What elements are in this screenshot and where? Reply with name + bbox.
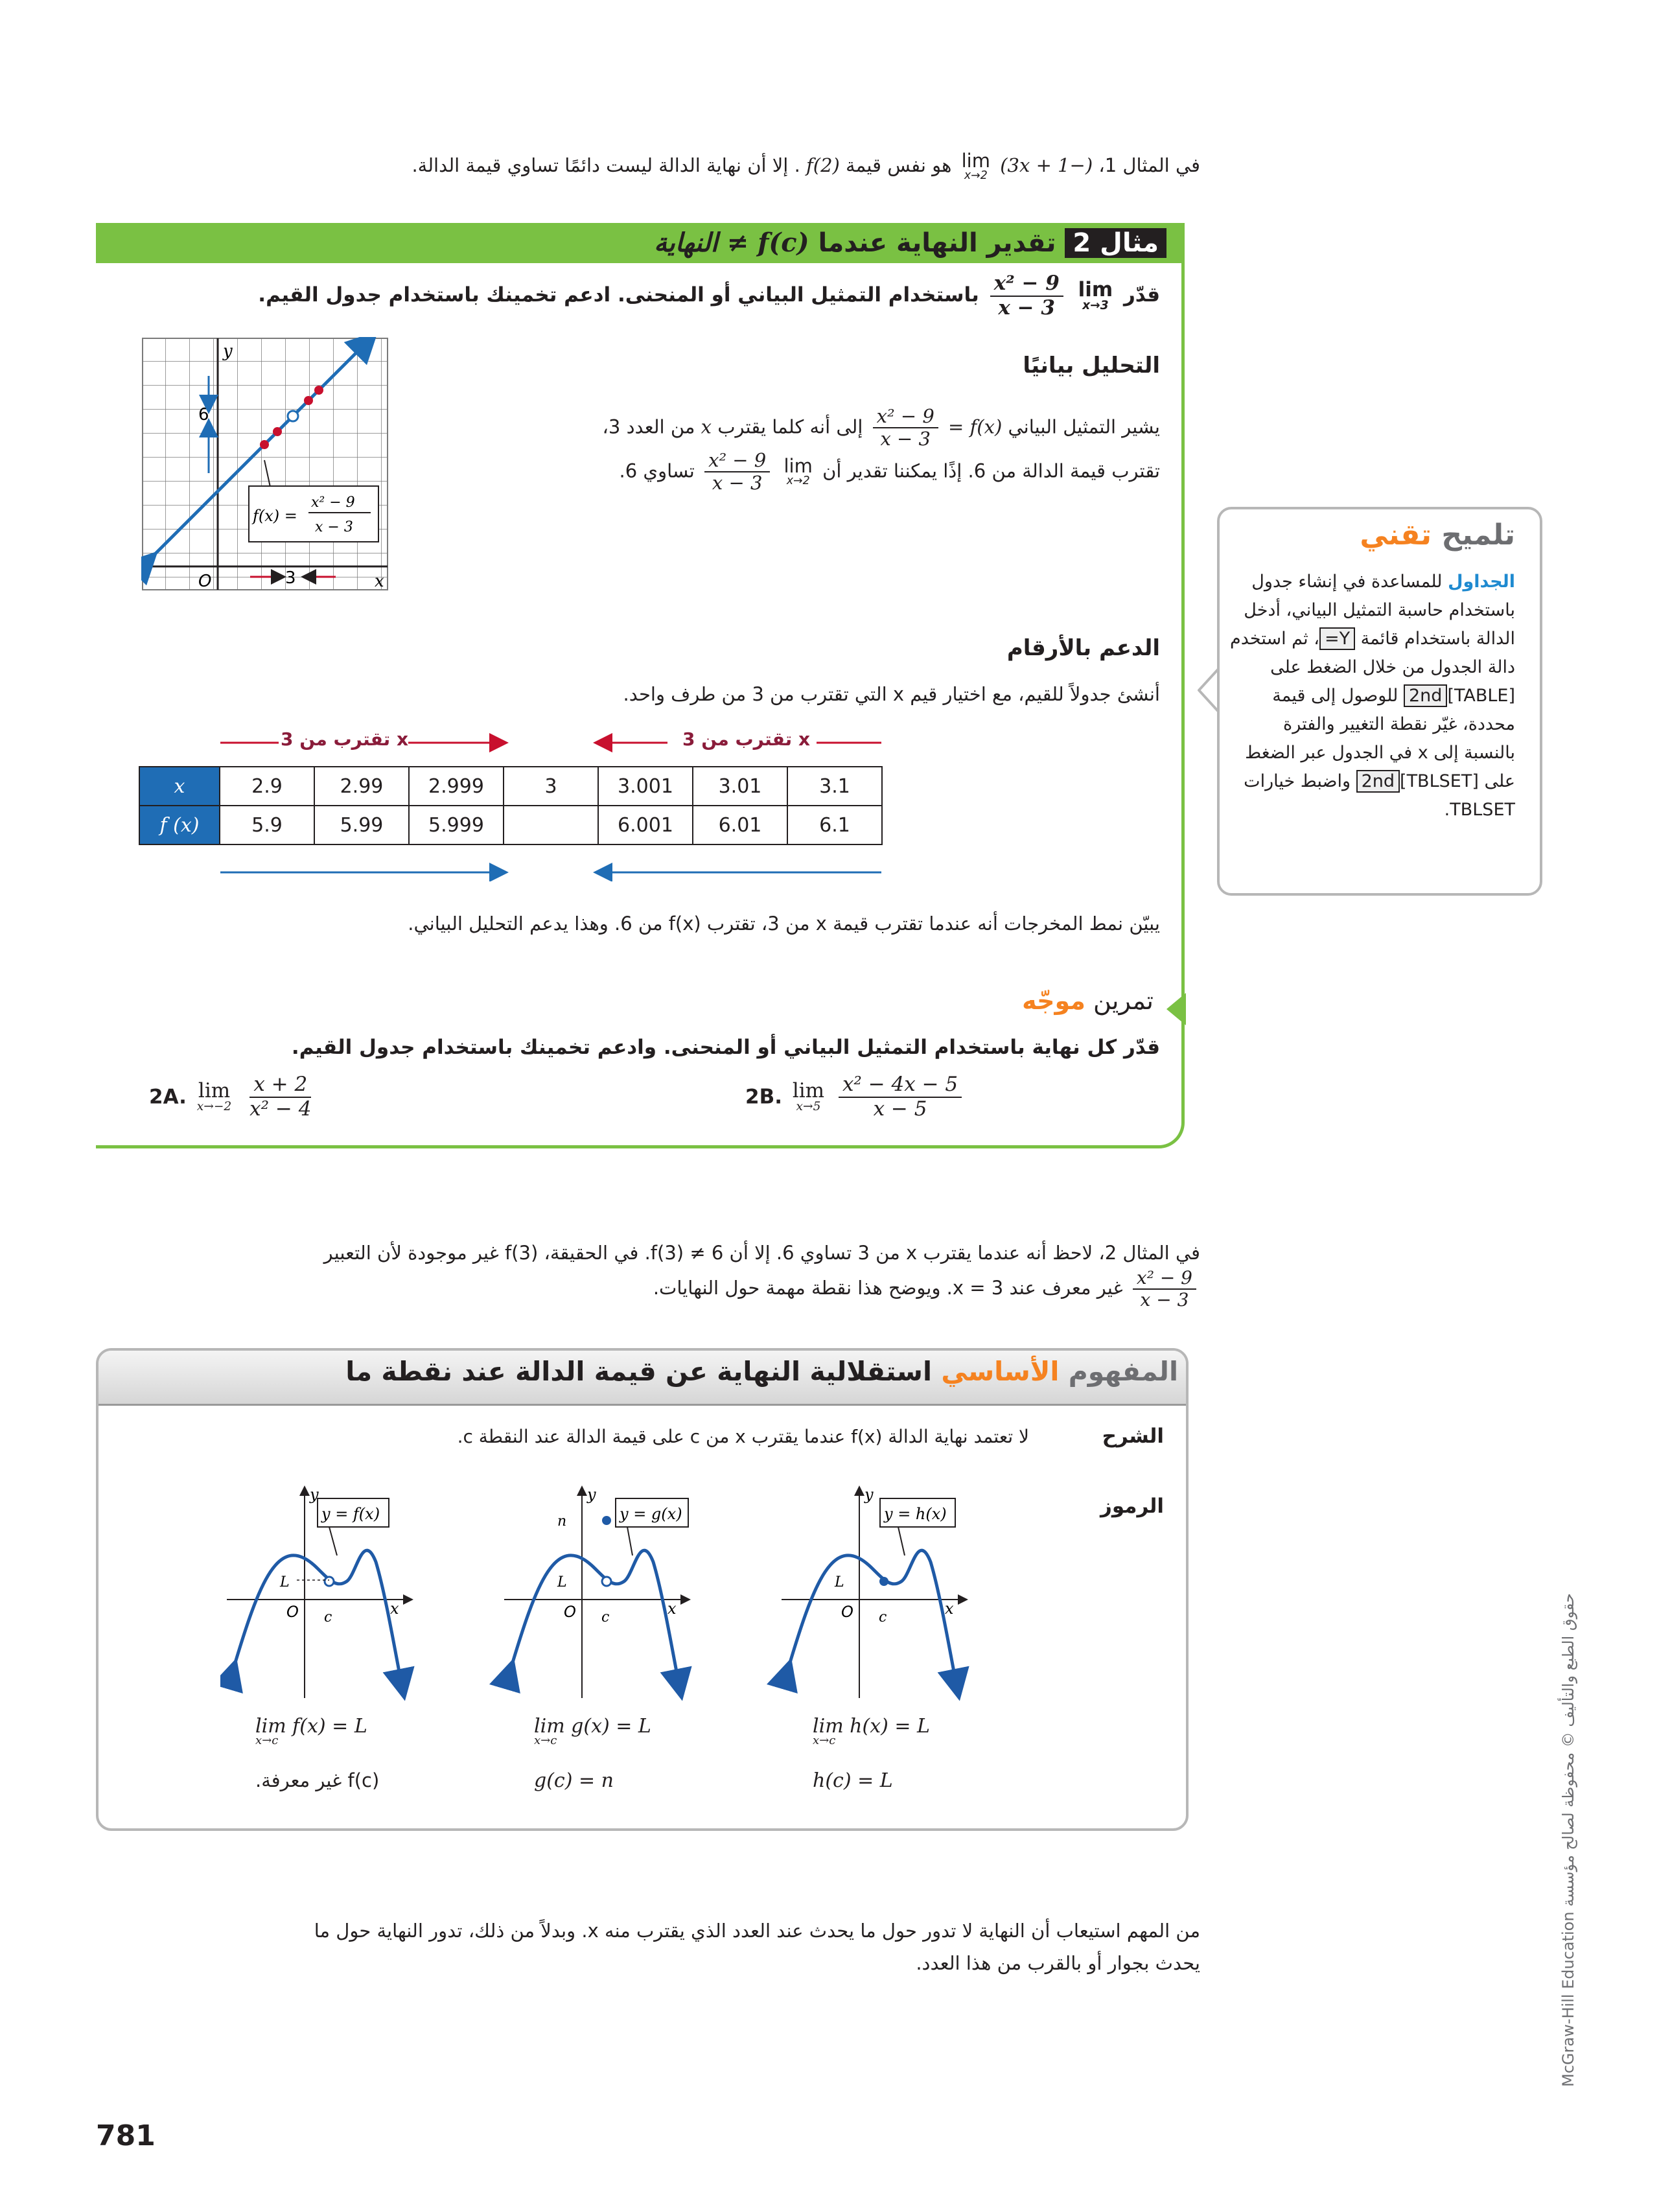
graph-g-tick-L: L: [557, 1574, 567, 1590]
limit-h-sub: x→c: [813, 1734, 836, 1747]
example-prompt: [188, 272, 1160, 320]
tech-tip-tables-word: الجداول: [1448, 572, 1515, 592]
table-cell: 6.1: [787, 806, 882, 844]
graph-line1-a: يشير التمثيل البياني: [1002, 415, 1160, 438]
graph-h-label: y = h(x): [884, 1505, 947, 1523]
graph-axis-y-label: y: [223, 342, 233, 361]
table-cell: 5.999: [409, 806, 504, 844]
key-concept-graphs: [220, 1484, 985, 1705]
graph-f-label: y = f(x): [321, 1505, 380, 1523]
value-h: h(c) = L: [813, 1769, 893, 1792]
graph-g: [504, 1485, 688, 1698]
tech-tip-title-b: تقني: [1360, 518, 1432, 552]
graph-line1-c: من العدد 3،: [602, 415, 695, 438]
graph-analysis-heading: التحليل بيانيًا: [1023, 353, 1160, 378]
side-copyright: حقوق الطبع والتأليف © محفوظة لصالح مؤسسة McGraw-Hill Education: [1559, 1593, 1577, 2087]
exercise-2A-num: x + 2: [249, 1073, 311, 1098]
tech-tip-title-a: تلميح: [1441, 518, 1515, 552]
key-concept-explain-label: الشرح: [1102, 1425, 1164, 1448]
table-cell: 2.9: [220, 767, 314, 806]
graph-hole: [288, 411, 298, 421]
values-table: [139, 766, 883, 845]
tech-tip-title: [1360, 518, 1515, 552]
approach-left-label: x تقترب من 3: [281, 728, 408, 750]
example-fraction: [990, 272, 1063, 320]
example-frac-den: x − 3: [998, 296, 1056, 320]
tech-tip-body1: للمساعدة في إنشاء جدول باستخدام حاسبة التمثيل البياني، أدخل الدالة باستخدام قائمة: [1244, 572, 1515, 649]
exercise-2A-lim-word: lim: [198, 1078, 231, 1102]
intro-lim-word: lim: [961, 149, 990, 172]
graph-f-origin: O: [286, 1603, 299, 1621]
table-cell: 5.9: [220, 806, 314, 844]
middle-frac-num: x² − 9: [1133, 1268, 1196, 1290]
example-title-math: f(c) ≠ النهاية: [654, 227, 809, 258]
graph-line1-x: x: [701, 415, 712, 438]
exercise-2B: [745, 1073, 966, 1121]
exercise-2A-den: x² − 4: [249, 1097, 312, 1121]
example-title: [654, 224, 1166, 262]
key-concept-title-a: المفهوم: [1068, 1356, 1178, 1387]
graph-g-origin: O: [564, 1603, 576, 1621]
key-concept-explain-text: لا تعتمد نهاية الدالة f(x) عندما يقترب x من c على قيمة الدالة عند النقطة c.: [457, 1426, 1029, 1447]
intro-lim-sub: x→2: [964, 169, 988, 182]
tech-tip-body2: ، ثم استخدم دالة الجدول من خلال الضغط على: [1230, 629, 1515, 677]
graph-f-axis-y: y: [310, 1485, 319, 1504]
key-concept-title: [345, 1356, 1178, 1387]
graph-h: [782, 1485, 963, 1698]
graph-tick-6: 6: [198, 405, 209, 425]
graph-line2-frac-num: x² − 9: [704, 450, 770, 472]
exercise-2A-frac: [246, 1073, 315, 1121]
graph-h-axis-x: x: [945, 1600, 954, 1618]
intro-lim: [961, 149, 990, 182]
approach-right-label: x تقترب من 3: [682, 728, 810, 750]
bottom-paragraph-line2: يحدث بجوار أو بالقرب من هذا العدد.: [916, 1952, 1200, 1974]
guided-label-a: تمرين: [1093, 986, 1154, 1015]
graph-origin-label: O: [198, 572, 212, 591]
graph-g-tick-c: c: [601, 1609, 610, 1625]
limit-g-sub: x→c: [534, 1734, 557, 1747]
middle-line2-text: غير معرف عند x = 3. ويوضح هذا نقطة مهمة حول النهايات.: [653, 1277, 1123, 1299]
value-f: f(c) غير معرفة.: [255, 1769, 380, 1791]
graph-f-tick-c: c: [324, 1609, 332, 1625]
graph-line2-a: تقترب قيمة الدالة من 6. إذًا يمكننا تقدير أن: [816, 460, 1160, 482]
example-lim-sub: x→3: [1082, 298, 1109, 312]
example-frac-num: x² − 9: [990, 272, 1063, 297]
table-cell: 6.001: [598, 806, 693, 844]
graph-f-axis-x: x: [390, 1600, 399, 1618]
middle-paragraph-line2: [86, 1268, 1200, 1310]
tech-tip-tblset-key: [TBLSET]: [1400, 771, 1479, 791]
exercise-2A: [149, 1073, 319, 1121]
example-title-text: تقدير النهاية عندما: [818, 228, 1056, 258]
example-graph: [141, 337, 394, 596]
graph-h-tick-L: L: [835, 1574, 844, 1590]
table-cell: 2.99: [314, 767, 409, 806]
exercise-2A-lim: [196, 1078, 232, 1113]
table-cell: 3.001: [598, 767, 693, 806]
page-number: 781: [96, 2119, 156, 2152]
table-cell: 3.01: [693, 767, 787, 806]
exercise-2A-lim-sub: x→−2: [196, 1099, 232, 1113]
graph-g-tick-n: n: [557, 1513, 567, 1530]
numeric-support-heading: الدعم بالأرقام: [1006, 635, 1160, 661]
graph-line1-frac: [873, 406, 938, 450]
graph-f: [227, 1485, 408, 1698]
graph-f-tick-L: L: [280, 1574, 290, 1590]
tech-tip-table-key: [TABLE]: [1447, 686, 1515, 706]
graph-g-axis-y: y: [587, 1485, 596, 1504]
table-row-fx: [139, 806, 882, 844]
graph-h-axis-y: y: [864, 1485, 874, 1504]
graph-line2-frac-den: x − 3: [712, 472, 763, 495]
graph-function-label-num: x² − 9: [311, 495, 355, 511]
example-lim: [1078, 277, 1113, 312]
graph-line2-b: تساوي 6.: [619, 460, 695, 482]
table-cell: 6.01: [693, 806, 787, 844]
value-g: g(c) = n: [534, 1769, 614, 1792]
guided-practice-marker: [1166, 993, 1186, 1025]
limit-h: [813, 1715, 930, 1747]
graph-axis-x-label: x: [375, 572, 384, 591]
exercise-2B-lim: [792, 1078, 825, 1113]
table-header-fx: f (x): [139, 806, 220, 844]
graph-line2-lim-sub: x→2: [786, 474, 810, 488]
exercise-2B-lim-sub: x→5: [796, 1099, 821, 1113]
exercise-2B-num: x² − 4x − 5: [839, 1073, 962, 1098]
table-row-x: [139, 767, 882, 806]
tech-tip-body4: واضبط خيارات TBLSET.: [1244, 771, 1515, 820]
limit-f-sub: x→c: [255, 1734, 279, 1747]
middle-frac-den: x − 3: [1140, 1289, 1189, 1311]
intro-text-a: في المثال 1،: [1093, 154, 1200, 176]
intro-paragraph: [99, 148, 1200, 183]
tech-tip-key-2nd-b: 2nd: [1356, 770, 1400, 793]
graph-analysis-line1: [447, 406, 1160, 450]
graph-point-left-2: [273, 427, 282, 436]
graph-analysis-line2: [447, 450, 1160, 495]
table-conclusion: يبيّن نمط المخرجات أنه عندما تقترب قيمة x من 3، تقترب f(x) من 6. وهذا يدعم التحليل البياني.: [408, 913, 1160, 935]
limit-f-text: lim f(x) = L: [255, 1715, 367, 1738]
middle-paragraph-line1: في المثال 2، لاحظ أنه عندما يقترب x من 3 تساوي 6. إلا أن 6 ≠ (3)f. في الحقيقة، f(3) غير موجودة لأن التعبير: [323, 1242, 1200, 1264]
intro-text-b: هو نفس قيمة: [839, 154, 952, 176]
example-lim-word: lim: [1078, 277, 1113, 301]
graph-point-left-1: [260, 440, 269, 449]
table-cell: 3.1: [787, 767, 882, 806]
table-cell: 3: [504, 767, 598, 806]
exercise-2B-label: 2B.: [745, 1085, 782, 1109]
intro-text-c: . إلا أن نهاية الدالة ليست دائمًا تساوي قيمة الدالة.: [412, 154, 800, 176]
graph-line2-lim: [783, 457, 812, 487]
graph-g-axis-x: x: [667, 1600, 677, 1618]
key-concept-symbols-label: الرموز: [1100, 1495, 1164, 1518]
graph-h-origin: O: [841, 1603, 853, 1621]
tech-tip-body3: للوصول إلى قيمة محددة، غيّر نقطة التغيير والفترة بالنسبة إلى x في الجدول عبر الضغط على: [1245, 686, 1515, 791]
graph-line1-fx: f(x) =: [948, 415, 1003, 438]
graph-point-right-2: [314, 386, 323, 395]
example-label: مثال 2: [1065, 228, 1166, 258]
intro-f2: f(2): [806, 154, 840, 176]
table-cell: 5.99: [314, 806, 409, 844]
graph-line1-b: إلى أنه كلما يقترب: [712, 415, 863, 438]
graph-line2-lim-word: lim: [783, 455, 813, 478]
bottom-paragraph-line1: من المهم استيعاب أن النهاية لا تدور حول ما يحدث عند العدد الذي يقترب منه x. وبدلاً من ذلك، تدور النهاية حول ما: [314, 1920, 1200, 1942]
guided-practice-heading: [1022, 986, 1154, 1015]
limit-h-text: lim h(x) = L: [813, 1715, 930, 1738]
graph-function-label: f(x) =: [253, 507, 297, 525]
exercise-2A-label: 2A.: [149, 1085, 187, 1109]
tech-tip-body: [1230, 568, 1515, 824]
limit-g: [534, 1715, 651, 1747]
graph-line2-frac: [704, 450, 770, 495]
numeric-support-text: أنشئ جدولاً للقيم، مع اختيار قيم x التي تقترب من 3 من طرف واحد.: [623, 683, 1160, 705]
table-cell: [504, 806, 598, 844]
middle-fraction: [1133, 1268, 1196, 1310]
tech-tip-key-2nd: 2nd: [1404, 684, 1447, 707]
graph-h-tick-c: c: [879, 1609, 887, 1625]
table-header-x: x: [139, 767, 220, 806]
graph-function-label-den: x − 3: [315, 519, 353, 535]
limit-g-text: lim g(x) = L: [534, 1715, 651, 1738]
graph-line1-frac-num: x² − 9: [873, 406, 938, 428]
guided-label-b: موجّه: [1022, 986, 1085, 1015]
graph-line1-frac-den: x − 3: [880, 428, 931, 450]
example-prompt-a: قدّر: [1117, 283, 1160, 307]
tech-tip-key-y: Y=: [1319, 627, 1355, 650]
graph-point-right-1: [304, 396, 313, 405]
table-cell: 2.999: [409, 767, 504, 806]
exercise-2B-den: x − 5: [873, 1097, 927, 1121]
exercise-2B-lim-word: lim: [792, 1078, 825, 1102]
exercise-2B-frac: [839, 1073, 962, 1121]
graph-g-label: y = g(x): [620, 1505, 682, 1523]
key-concept-title-b: الأساسي: [941, 1356, 1060, 1387]
example-prompt-b: باستخدام التمثيل البياني أو المنحنى. ادعم تخمينك باستخدام جدول القيم.: [258, 283, 979, 307]
guided-prompt: قدّر كل نهاية باستخدام التمثيل البياني أو المنحنى. وادعم تخمينك باستخدام جدول القيم.: [291, 1036, 1160, 1059]
limit-f: [255, 1715, 367, 1747]
intro-expr: (−3x + 1): [1000, 154, 1093, 176]
graph-tick-3: 3: [285, 568, 296, 588]
key-concept-title-c: استقلالية النهاية عن قيمة الدالة عند نقطة ما: [345, 1356, 933, 1387]
